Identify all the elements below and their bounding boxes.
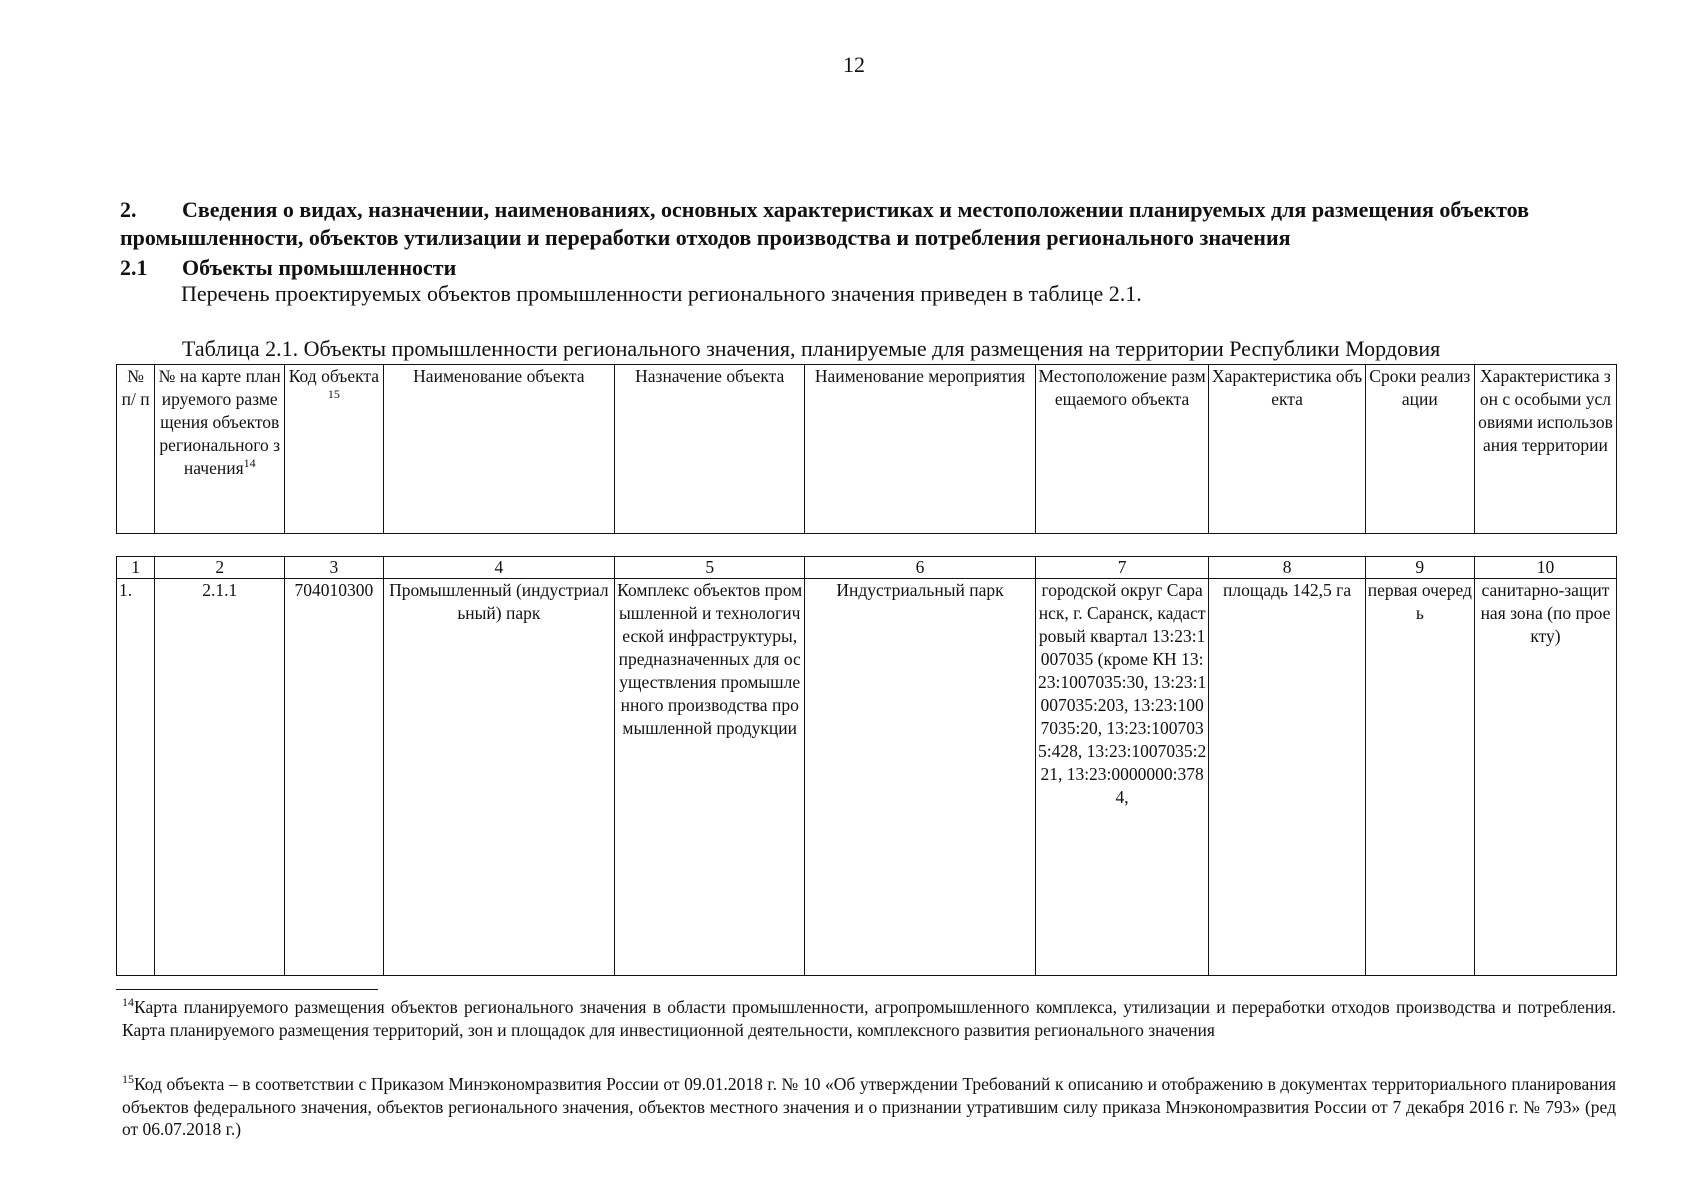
footnote-text: Карта планируемого размещения объектов регионального значения в области промышленности, агропромышленного комплекса, утилизации и переработки отходов производства и потребления. Карта планируемого размещения территорий, зон и площадок для инвестиционной деятельности, комплексного развития регионального значения	[122, 997, 1616, 1040]
footnote-14	[122, 996, 1616, 1041]
header-code-text: Код объекта	[288, 366, 380, 386]
cell-code: 704010300	[285, 579, 383, 976]
cell-name: Промышленный (индустриальный) парк	[383, 579, 615, 976]
column-number: 8	[1209, 557, 1365, 579]
footnote-mark: 15	[122, 1072, 134, 1087]
column-number: 2	[155, 557, 285, 579]
cell-location: городской округ Саранск, г. Саранск, кадастровый квартал 13:23:1007035 (кроме КН 13:23:1007035:30, 13:23:1007035:203, 13:23:1007035:20, 13:23:1007035:428, 13:23:1007035:221, 13:23:0000000:3784,	[1035, 579, 1209, 976]
header-cell-purpose: Назначение объекта	[615, 365, 805, 534]
column-number: 1	[117, 557, 155, 579]
header-cell-code	[285, 365, 383, 534]
cell-purpose: Комплекс объектов промышленной и технологической инфраструктуры, предназначенных для осуществления промышленного производства промышленной продукции	[615, 579, 805, 976]
cell-zones: санитарно-защитная зона (по проекту)	[1474, 579, 1616, 976]
header-cell-map-no	[155, 365, 285, 534]
footnote-divider	[116, 989, 378, 990]
header-map-no-text: № на карте планируемого размещения объектов регионального значения	[158, 366, 281, 478]
footnote-ref-14: 14	[243, 456, 256, 471]
column-number: 5	[615, 557, 805, 579]
table-caption: Таблица 2.1. Объекты промышленности регионального значения, планируемые для размещения на территории Республики Мордовия	[182, 336, 1441, 361]
header-cell-name: Наименование объекта	[383, 365, 615, 534]
section-heading	[120, 196, 1620, 252]
page-number: 12	[843, 52, 865, 77]
subsection-title: Объекты промышленности	[182, 255, 457, 280]
cell-map-no: 2.1.1	[155, 579, 285, 976]
subsection-heading	[120, 254, 456, 282]
footnote-ref-15: 15	[327, 387, 340, 402]
section-number: 2.	[120, 197, 137, 222]
footnote-mark: 14	[122, 995, 134, 1010]
footnote-15	[122, 1073, 1616, 1141]
cell-no: 1.	[117, 579, 155, 976]
table-header	[116, 364, 1617, 534]
column-number: 9	[1365, 557, 1474, 579]
cell-characteristic: площадь 142,5 га	[1209, 579, 1365, 976]
subsection-number: 2.1	[120, 255, 148, 280]
header-cell-no: № п/ п	[117, 365, 155, 534]
header-cell-measure: Наименование мероприятия	[805, 365, 1036, 534]
header-cell-location: Местоположение размещаемого объекта	[1035, 365, 1209, 534]
header-cell-term: Сроки реализации	[1365, 365, 1474, 534]
column-number: 10	[1474, 557, 1616, 579]
table-body	[116, 556, 1617, 976]
column-number: 4	[383, 557, 615, 579]
column-number: 7	[1035, 557, 1209, 579]
cell-measure: Индустриальный парк	[805, 579, 1036, 976]
header-cell-characteristic: Характеристика объекта	[1209, 365, 1365, 534]
cell-term: первая очередь	[1365, 579, 1474, 976]
column-number: 6	[805, 557, 1036, 579]
table-row	[117, 579, 1617, 976]
section-title: Сведения о видах, назначении, наименованиях, основных характеристиках и местоположении планируемых для размещения объектов промышленности, объектов утилизации и переработки отходов производства и потребления регионального значения	[120, 197, 1529, 250]
header-cell-zones: Характеристика зон с особыми условиями использования территории	[1474, 365, 1616, 534]
intro-paragraph: Перечень проектируемых объектов промышленности регионального значения приведен в таблице 2.1.	[181, 281, 1142, 306]
column-number-row	[117, 557, 1617, 579]
column-number: 3	[285, 557, 383, 579]
footnote-text: Код объекта – в соответствии с Приказом Минэкономразвития России от 09.01.2018 г. № 10 «Об утверждении Требований к описанию и отображению в документах территориального планирования объектов федерального значения, объектов регионального значения, объектов местного значения и о признании утратившим силу приказа Мнэкономразвития России от 7 декабря 2016 г. № 793» (ред от 06.07.2018 г.)	[122, 1074, 1616, 1139]
